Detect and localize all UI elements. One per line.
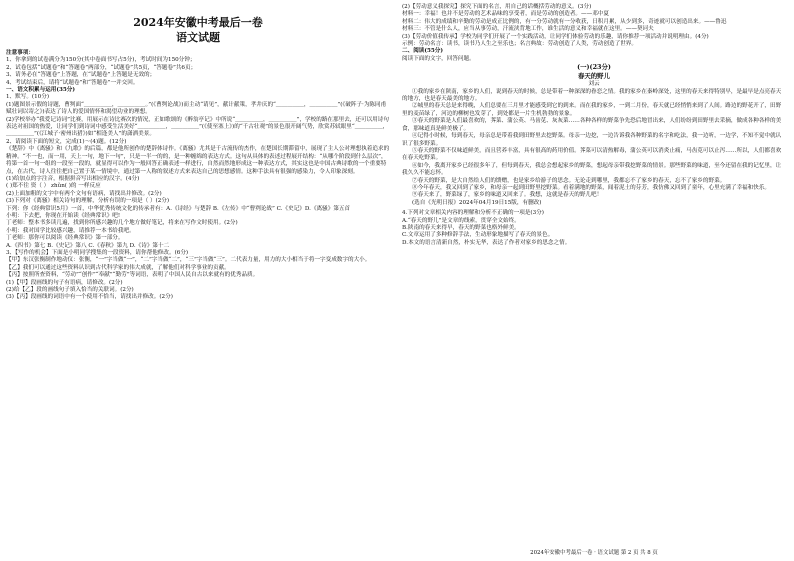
- right-intro-block: [402, 4, 786, 63]
- right-lines-line: 示例：劳动名言：读书，读书乃人生之至乐也；名言典故：劳动创造了人类，劳动创造了世界。: [402, 41, 637, 48]
- exam-subtitle: 语文试题: [176, 31, 220, 44]
- right-q-line: C.文章运用了多种修辞手法，生动形象地描写了春天的景色。: [402, 232, 554, 239]
- right-paras-line: ④记得小时候，每到春天，母亲总是带着我到田野里去挖野菜。母亲一边挖，一边告诉我各种野菜的名字和吃法，我一边听，一边学，不知不觉中就认识了很多野菜。: [402, 133, 782, 147]
- right-lines-line: (3)【劳动价值我传承】学校为同学们开展了一个实践活动，让同学们体验劳动的乐趣，请你推荐一项活动并说明理由。(4分): [402, 33, 709, 40]
- right-paras-line: ①我的家乡在陕南，家乡的人们，说到春天的时候，总是带着一种深深的眷恋之情。我的家乡在秦岭深处，这里的春天来得特别早，是最早是点亮春天的地方，也是春天最美的地方。: [402, 88, 782, 103]
- left-lines-line: A.《四书》第七 B.《史记》第八 C.《春秋》第九 D.《诗》第十二: [6, 242, 170, 249]
- left-lines-line: 3、【写作的机会】下面是小明同学搜集的一段资料，请你帮他修改。(6分): [6, 249, 189, 256]
- article-body: [402, 89, 786, 208]
- left-lines-line: 一、语文积累与运用(35分): [6, 87, 76, 94]
- right-q-line: A.“春天的野儿”是文章的线索，贯穿全文始终。: [402, 217, 520, 224]
- left-lines-line: (2)学校举办“我爱记诗词”比赛，用展示在诗比赛次的情况，正如歌颂的《醉翁亭记》中所说“＿＿＿＿＿，＿＿＿＿＿”，学校的路在那里去，还可以用诗句表达对祖国的热爱，让同学们到诗词中感受生活美好“＿＿＿＿＿，＿＿＿＿＿”(《使至塞上》)的“千古壮观”的景色很开阔气势，欣赏苏轼眼里“＿＿＿＿＿，＿＿＿＿＿”(《江城子·密州出猎》)如“相逢美人”的潇洒美景。: [6, 116, 389, 138]
- right-lines-line: (2)【劳动意义我探究】探究下面的名言，用自己的话概括劳动的意义。(3分): [402, 4, 592, 10]
- right-paras-line: ⑨春天来了，野菜绿了，家乡的味道又回来了。我想，这就是春天的野儿吧！: [412, 192, 603, 199]
- left-lines-line: (3)【丙】段画线的词语中有一个使用不恰当，请找出并修改。(2分): [6, 294, 173, 301]
- right-paras-line: ⑦春天的野菜，是大自然给人们的馈赠，也是家乡给游子的思念。无论走到哪里，我都忘不了家乡的春天，忘不了家乡的野菜。: [412, 177, 726, 184]
- right-paras-line: ⑧今年春天，我又回到了家乡，和母亲一起到田野里挖野菜。看着满地的野菜，闻着泥土的芬芳，我仿佛又回到了童年，心里充满了幸福和快乐。: [412, 184, 771, 191]
- question-block: [402, 210, 786, 247]
- right-lines-line: 材料一：幸福！也并不是劳动的艺术品味的享受者，而是劳动的创造者。——邓中夏: [402, 11, 609, 18]
- left-lines-line: 3、请务必在“答题卷”上答题，在“试题卷”上答题是无效的；: [6, 72, 156, 79]
- right-lines-line: 阅读下面的文字，回答问题。: [402, 55, 475, 62]
- left-lines-line: 1、你拿到的试卷满分为150分(其中卷面书写占5分)，考试时间为150分钟；: [6, 57, 196, 64]
- left-lines-line: 注意事项：: [6, 50, 34, 56]
- left-lines-line: (1)题图景示假的诗题，曹刿面“＿＿＿＿＿，＿＿＿＿＿。”(《曹刿论战》)而主动“请见”，献计献策，孝井庆的“＿＿＿＿＿，＿＿＿＿＿”(《破阵子·为陈同甫赋壮词以寄之》)表达了诗人的爱国情怀和渴望功业的理想。: [6, 101, 387, 116]
- left-lines-line: 小明：我对国学比较感兴趣，请推荐一本书给我吧。: [6, 227, 135, 234]
- right-paras-line: ⑥如今，我离开家乡已经很多年了，但每到春天，我总会想起家乡的野菜，想起母亲带我挖野菜的情景。那些野菜的味道，至今还留在我的记忆里，让我久久不能忘怀。: [402, 162, 782, 177]
- right-q-line: D.本文的语言清新自然，朴实无华，表达了作者对家乡的思念之情。: [402, 239, 571, 246]
- right-column: [402, 4, 786, 247]
- right-paras-line: ②城里的春天总是来得晚，人们总要在三月里才能感受到它的到来。而在我的家乡，一到二月份，春天就已经悄悄来到了人间。路边的野花开了，田野里的麦苗绿了，河边的柳树也发芽了，到处都是一片生机勃勃的景象。: [402, 103, 782, 117]
- right-paras-line: ③春天的野菜是人们最喜欢的，荠菜、蒲公英、马齿苋、灰灰菜……各种各样的野菜争先恐后地冒出来，人们纷纷到田野里去采摘，做成各种各样的美食，那味道真是鲜美极了。: [402, 118, 782, 132]
- right-paras-line: (选自《光明日报》2024年04月19日15版，有删改): [412, 199, 542, 206]
- left-lines-line: 丁老师：那你可以阅读《经典常识》第一部分。: [6, 235, 124, 242]
- right-lines-line: 二、阅读(55分): [402, 48, 444, 55]
- article-label: (一)(23分): [577, 63, 611, 72]
- right-paras-line: ⑤春天的野菜不仅味道鲜美，而且营养丰富，具有很高的药用价值。荠菜可以清热解毒，蒲公英可以消炎止痛，马齿苋可以止泻……所以，人们都喜欢在春天吃野菜。: [402, 147, 782, 162]
- left-lines-line: 2、请阅读下面的短文，完成(1)～(4)题。(12分): [6, 138, 127, 145]
- right-lines-line: 材料二：伟大的成绩和辛勤的劳动是成正比例的，有一分劳动就有一分收获，日积月累，从少到多，奇迹就可以创造出来。——鲁迅: [402, 18, 727, 25]
- left-lines-line: 【乙】我们可以通过这些资料认识到古代科学家的伟大成就，了解他们对科学事业的贡献。: [6, 264, 230, 271]
- left-column: [6, 4, 390, 302]
- page-footer: 2024年安徽中考最后一卷 · 语文试题 第 2 页 共 8 页: [530, 550, 658, 556]
- left-lines-line: 1、默写。(10分): [6, 94, 50, 101]
- left-lines-line: (1)给加点的字注音，根据拼音写出相应的汉字。(4分): [6, 175, 140, 182]
- left-lines-line: 小明：下去把，你现在开始读《经典常识》吧!: [6, 212, 121, 219]
- left-lines-line: 下列：你《经典常识5月》一首，中华优秀传统文化的传承者有：A.《诗经》与楚辞 B.《左传》中“曹刿论战” C.《史记》D.《离骚》第五首: [6, 205, 351, 212]
- article-title: 春天的野儿: [578, 72, 610, 81]
- right-q-line: 4.下列对文章相关内容的理解和分析不正确的一项是(3分): [402, 210, 544, 217]
- right-q-line: B.陕南的春天来得早，春天的野菜也格外鲜美。: [402, 224, 520, 231]
- left-lines-line: (2)上面加粗的文字中有两个文句有语病，请找出并修改。(2分): [6, 190, 162, 197]
- right-lines-line: 材料三：不管是什么人，应当从事劳动，汗流浃背地工作，谁生活的意义和幸福就在这里。——契诃夫: [402, 26, 654, 33]
- left-lines-line: 丁老师：整本书多读几遍，找到你所感兴趣的几个地方做好笔记，将来在写作文时使用。(2分): [6, 220, 238, 227]
- article-author: 刘云: [588, 81, 600, 88]
- left-lines-line: 【甲】东汉张衡制作地动仪：张衡，“一”字当做“一”，“二”字当做“二”，“三”字当做“三”。二代表力量，用力的大小相当于将一字变成数字的大小。: [6, 257, 371, 264]
- exam-title: 2024年安徽中考最后一卷: [133, 16, 263, 29]
- left-lines-line: 《楚辞》中《离骚》和《九歌》的后篇，都是他所创作的楚辞体诗作。《离骚》尤其是千古流传的杰作，在楚国长期滞留中，展现了主人公对理想执着追求的精神。“不一也，而一用，天上一句，地下一句”，只是一半一的的，是一种缠绵的表达方式。这句从具体的表述过程展开结构：“从哪个阶段到什么层次”，将第一首一句一组的一段至一段的，就显得可以作为一般回答正确表述一样进行，自然而然地形成这一种表达方式，其实这也是中国古典诗歌的一个重要特点，在古代，诗人往往把自己置于某一情境中，通过第一人称的叙述方式来表达自己的思想感情。这种手法具有很强的感染力，令人印象深刻。: [6, 146, 390, 175]
- left-lines-line: (1)【甲】段画线的句子有语病，请修改。(2分): [6, 279, 123, 286]
- left-lines-line: (2)给【乙】段的画线句子填入恰当的关联词。(2分): [6, 287, 134, 293]
- left-lines-line: 4、考试结束后，请将“试题卷”和“答题卷”一并交回。: [6, 79, 139, 86]
- left-lines-line: 【丙】按照所查资料，“劳动”“创作”“奉献”“勤劳”等词语，表明了中国人民自古以来就有的优秀品质。: [6, 272, 259, 279]
- left-lines-line: (3)下列对《离骚》相关诗句的理解，分析有误的一项是（ ）(2分): [6, 198, 170, 205]
- left-lines-line: ( )郑不往 资（ ） zhǔn( )的 一样反应: [6, 183, 101, 190]
- left-lines-line: 2、试卷包括“试题卷”和“答题卷”两部分，“试题卷”共5页，“答题卷”共6页；: [6, 64, 197, 71]
- left-text-block: [6, 50, 390, 302]
